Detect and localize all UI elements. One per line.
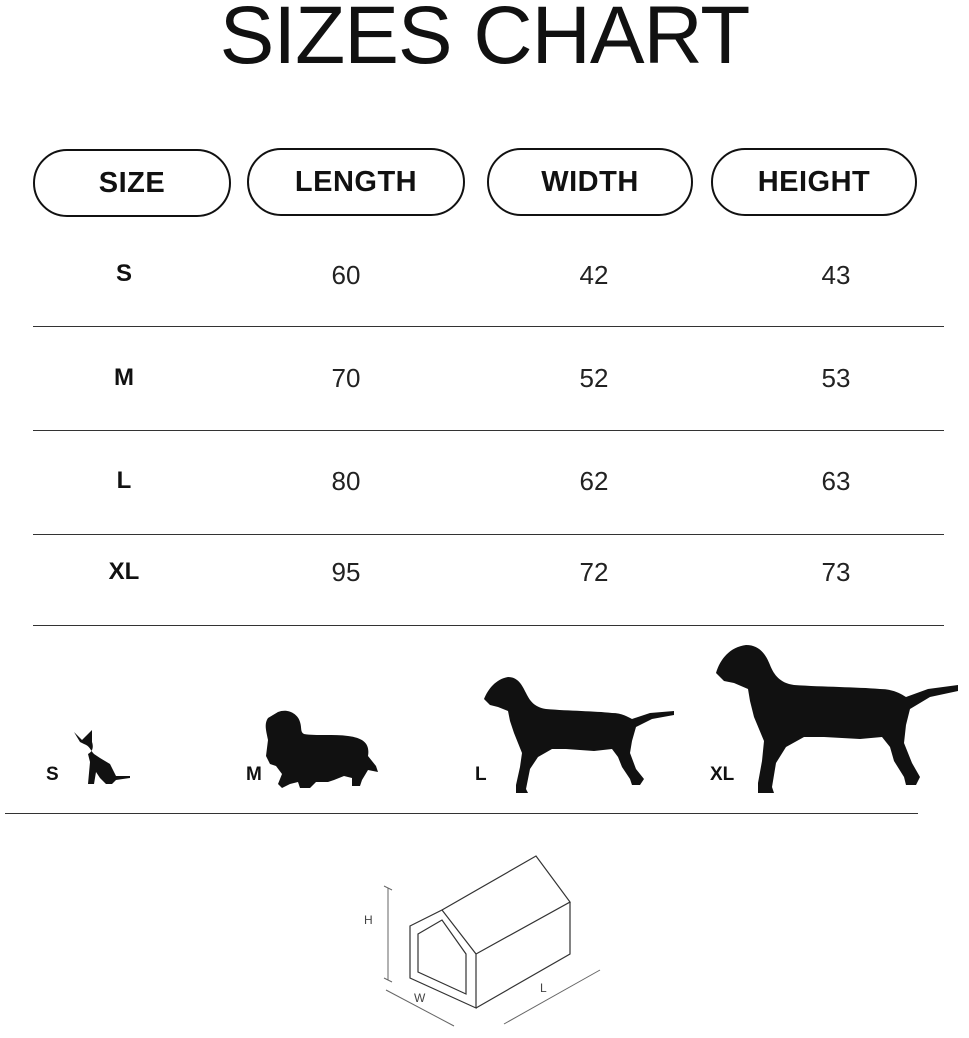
width-cell: 52	[579, 363, 609, 393]
length-cell: 60	[331, 260, 361, 290]
page-title: SIZES CHART	[219, 0, 750, 81]
medium-dog-icon	[264, 710, 380, 790]
size-cell: M	[114, 364, 134, 391]
height-dimension-label: H	[364, 913, 373, 927]
dog-size-label: XL	[710, 764, 735, 785]
dog-size-label: S	[46, 764, 59, 785]
length-cell: 80	[331, 466, 361, 496]
size-cell: S	[115, 260, 132, 287]
row-divider	[33, 625, 944, 626]
width-cell: 42	[579, 260, 609, 290]
column-header-length: LENGTH	[247, 148, 465, 216]
column-header-height: HEIGHT	[711, 148, 917, 216]
row-divider	[33, 430, 944, 431]
width-dimension-label: W	[414, 991, 426, 1005]
size-cell: L	[116, 467, 132, 494]
column-header-width: WIDTH	[487, 148, 693, 216]
dog-size-label: L	[475, 764, 487, 785]
row-divider	[33, 534, 944, 535]
row-divider	[33, 326, 944, 327]
length-cell: 95	[331, 557, 361, 587]
height-cell: 63	[821, 466, 851, 496]
length-cell: 70	[331, 363, 361, 393]
column-header-size: SIZE	[33, 149, 231, 217]
section-divider	[5, 813, 918, 814]
large-dog-icon	[482, 677, 676, 795]
height-cell: 73	[821, 557, 851, 587]
dog-size-label: M	[246, 764, 262, 785]
height-cell: 53	[821, 363, 851, 393]
width-cell: 62	[579, 466, 609, 496]
extra-large-dog-icon	[714, 645, 960, 795]
width-cell: 72	[579, 557, 609, 587]
height-cell: 43	[821, 260, 851, 290]
small-dog-icon	[70, 728, 132, 786]
dog-house-diagram	[360, 850, 610, 1035]
length-dimension-label: L	[540, 981, 547, 995]
size-cell: XL	[108, 558, 140, 585]
